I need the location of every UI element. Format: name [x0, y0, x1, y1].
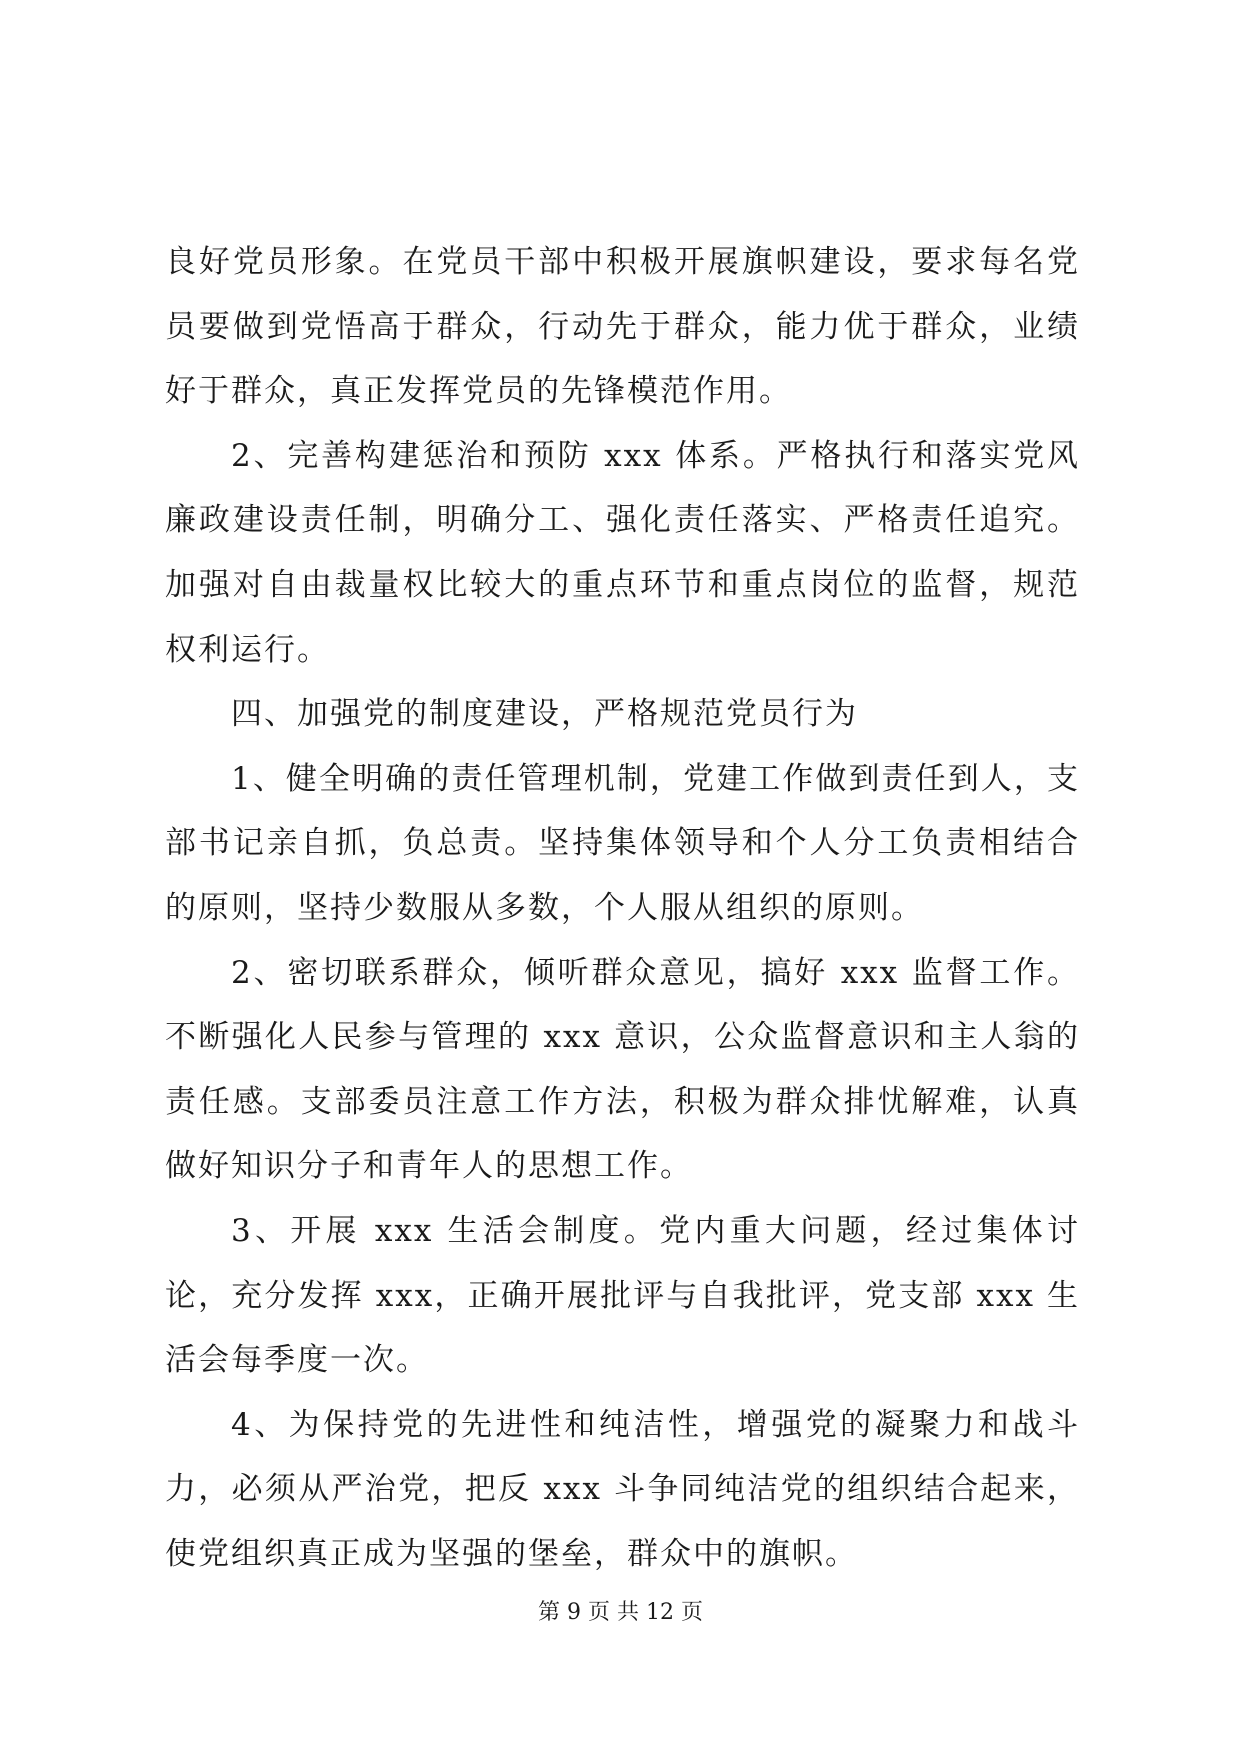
- paragraph-continuation: 良好党员形象。在党员干部中积极开展旗帜建设，要求每名党员要做到党悟高于群众，行动先于群众，能力优于群众，业绩好于群众，真正发挥党员的先锋模范作用。: [165, 244, 1080, 410]
- page-number-footer: 第 9 页 共 12 页: [538, 1600, 703, 1625]
- paragraph-item-2-masses: 2、密切联系群众，倾听群众意见，搞好 xxx 监督工作。不断强化人民参与管理的 xxx 意识，公众监督意识和主人翁的责任感。支部委员注意工作方法，积极为群众排忧解难，认真做好知识分子和青年人的思想工作。: [165, 954, 1080, 1185]
- paragraph-item-1-responsibility: 1、健全明确的责任管理机制，党建工作做到责任到人，支部书记亲自抓，负总责。坚持集体领导和个人分工负责相结合的原则，坚持少数服从多数，个人服从组织的原则。: [165, 760, 1080, 926]
- document-body: [165, 230, 1080, 1586]
- paragraph-item-4-party: 4、为保持党的先进性和纯洁性，增强党的凝聚力和战斗力，必须从严治党，把反 xxx 斗争同纯洁党的组织结合起来，使党组织真正成为坚强的堡垒，群众中的旗帜。: [165, 1406, 1080, 1572]
- paragraph-item-3-meeting: 3、开展 xxx 生活会制度。党内重大问题，经过集体讨论，充分发挥 xxx，正确开展批评与自我批评，党支部 xxx 生活会每季度一次。: [165, 1212, 1080, 1379]
- section-heading-4: 四、加强党的制度建设，严格规范党员行为: [231, 696, 858, 733]
- paragraph-item-2-system: 2、完善构建惩治和预防 xxx 体系。严格执行和落实党风廉政建设责任制，明确分工、强化责任落实、严格责任追究。加强对自由裁量权比较大的重点环节和重点岗位的监督，规范权利运行。: [165, 437, 1080, 668]
